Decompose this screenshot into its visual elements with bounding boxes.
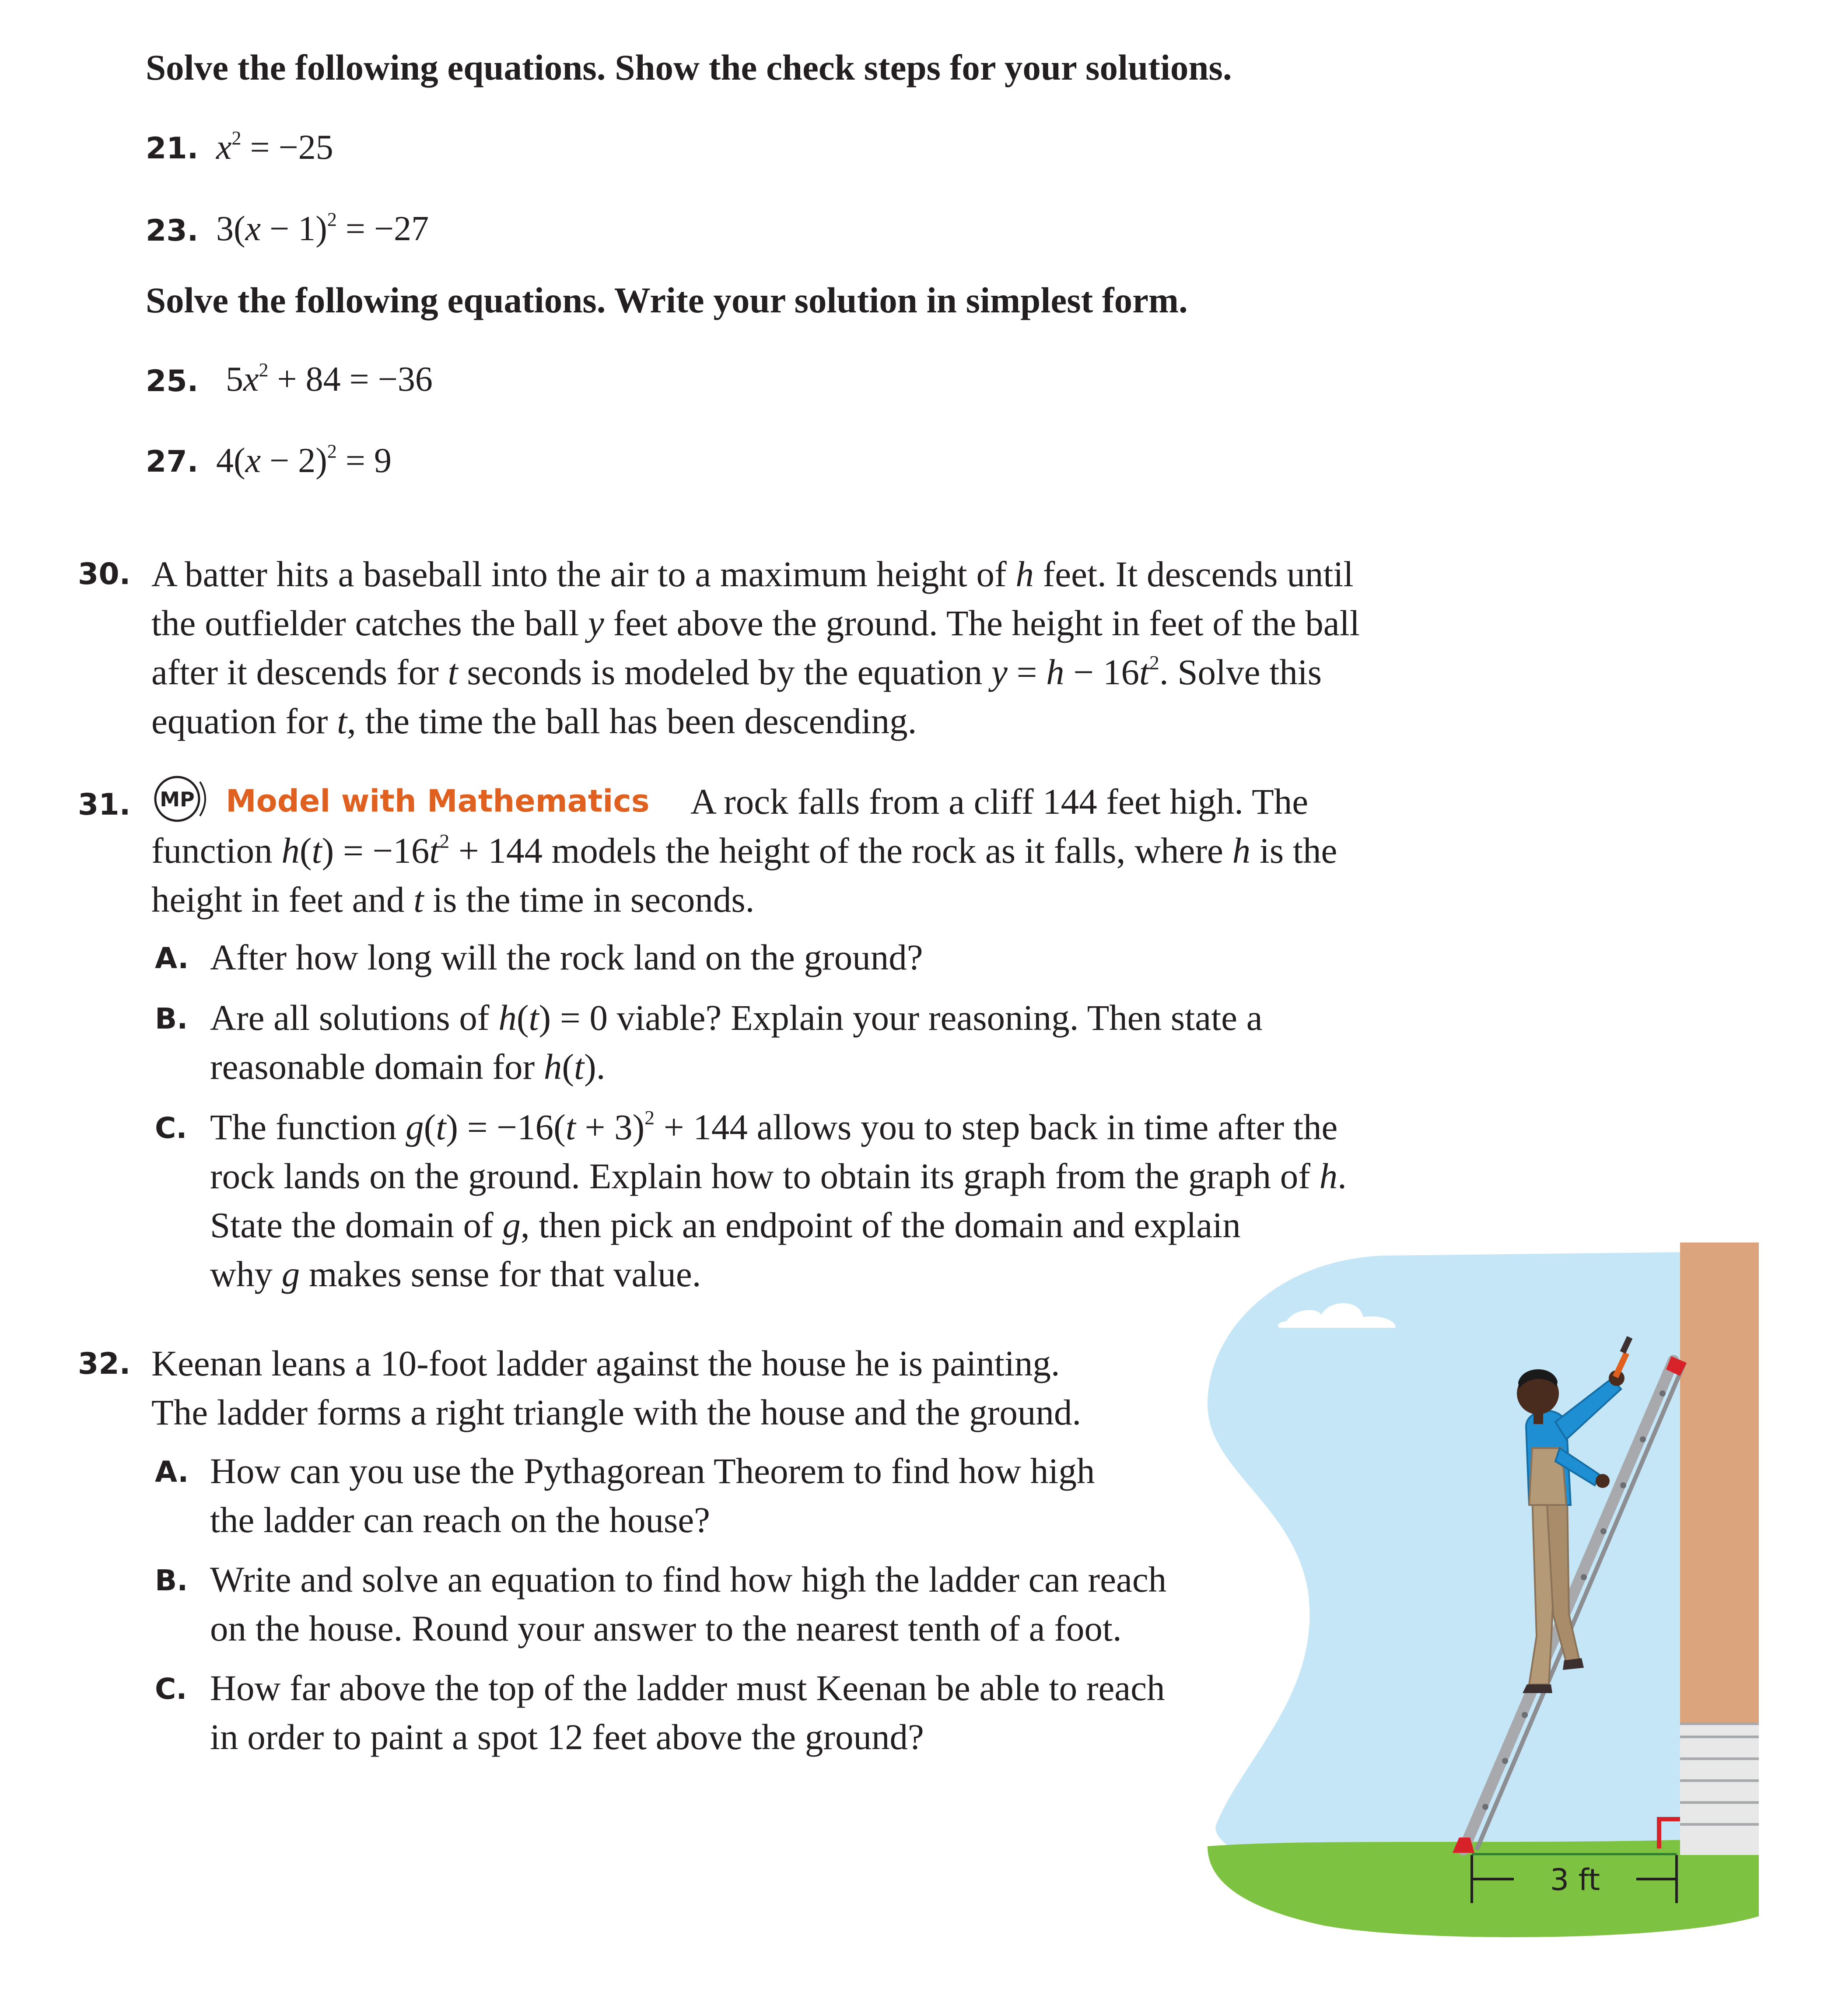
section-heading-simplest-form: Solve the following equations. Write your solution in simplest form. bbox=[146, 280, 1188, 320]
q31-part-c-line-3: State the domain of g, then pick an endpoint of the domain and explain bbox=[210, 1205, 1241, 1245]
q32-part-c-letter: C. bbox=[155, 1672, 187, 1706]
mp-badge-icon bbox=[153, 774, 215, 824]
q31-part-c-line-4: why g makes sense for that value. bbox=[210, 1254, 701, 1294]
mp-badge-text: MP bbox=[160, 788, 195, 811]
q32-part-b-line-1: Write and solve an equation to find how high the ladder can reach bbox=[210, 1559, 1167, 1600]
q31-part-a-letter: A. bbox=[155, 942, 189, 975]
house-wall bbox=[1680, 1242, 1759, 1724]
house-siding bbox=[1680, 1724, 1759, 1855]
q31-part-b-letter: B. bbox=[155, 1002, 188, 1036]
q32-part-b-line-2: on the house. Round your answer to the nearest tenth of a foot. bbox=[210, 1608, 1122, 1648]
q32-part-c-line-2: in order to paint a spot 12 feet above the ground? bbox=[210, 1717, 924, 1757]
q31-part-b-line-1: Are all solutions of h(t) = 0 viable? Explain your reasoning. Then state a bbox=[210, 998, 1263, 1038]
q31-line-2: function $h(t) = -16t^2 + 144$ models the height of the rock as it falls, where h is the bbox=[151, 830, 1337, 871]
practice-title: Model with Mathematics bbox=[226, 783, 650, 819]
q31-part-c-line-2: rock lands on the ground. Explain how to obtain its graph from the graph of h. bbox=[210, 1156, 1347, 1196]
q31-part-b-line-2: reasonable domain for h(t). bbox=[210, 1046, 606, 1087]
q32-part-a-line-2: the ladder can reach on the house? bbox=[210, 1500, 710, 1540]
ladder-illustration bbox=[1190, 1242, 1759, 1942]
q31-first-line: A rock falls from a cliff 144 feet high. The bbox=[690, 781, 1309, 822]
distance-label: 3 ft bbox=[1550, 1863, 1600, 1897]
problem-number-30: 30. bbox=[78, 557, 131, 592]
q30-line-2: the outfielder catches the ball y feet above the ground. The height in feet of the ball bbox=[151, 603, 1360, 643]
equation-25: $5x^2 + 84 = -36$ bbox=[226, 359, 433, 399]
problem-number-32: 32. bbox=[78, 1347, 131, 1381]
q30-line-3: after it descends for t seconds is modeled by the equation $y = h - 16t^2$. Solve this bbox=[151, 651, 1322, 692]
q32-part-b-letter: B. bbox=[155, 1564, 188, 1597]
equation-21: $x^2 = -25$ bbox=[216, 127, 333, 167]
q32-part-c-line-1: How far above the top of the ladder must Keenan be able to reach bbox=[210, 1668, 1165, 1708]
q31-part-c-letter: C. bbox=[155, 1111, 187, 1145]
problem-number-23: 23. bbox=[146, 214, 199, 248]
q32-part-a-letter: A. bbox=[155, 1455, 189, 1489]
equation-27: $4(x - 2)^2 = 9$ bbox=[216, 441, 392, 480]
section-heading-check-steps: Solve the following equations. Show the check steps for your solutions. bbox=[146, 47, 1232, 88]
q31-part-c-line-1: The function $g(t) = -16(t + 3)^2 + 144$ allows you to step back in time after the bbox=[210, 1106, 1338, 1147]
q32-line-1: Keenan leans a 10-foot ladder against the house he is painting. bbox=[151, 1343, 1060, 1383]
problem-number-31: 31. bbox=[78, 788, 131, 822]
problem-number-21: 21. bbox=[146, 131, 199, 166]
equation-23: $3(x - 1)^2 = -27$ bbox=[216, 209, 429, 248]
problem-number-27: 27. bbox=[146, 444, 199, 479]
q31-part-a-line-1: After how long will the rock land on the ground? bbox=[210, 937, 923, 977]
q30-line-4: equation for t, the time the ball has been descending. bbox=[151, 701, 917, 741]
q32-part-a-line-1: How can you use the Pythagorean Theorem to find how high bbox=[210, 1451, 1095, 1491]
q30-line-1: A batter hits a baseball into the air to a maximum height of h feet. It descends until bbox=[151, 554, 1354, 594]
problem-number-25: 25. bbox=[146, 364, 199, 399]
q31-line-3: height in feet and t is the time in seconds. bbox=[151, 879, 755, 920]
q32-line-2: The ladder forms a right triangle with the house and the ground. bbox=[151, 1392, 1082, 1432]
